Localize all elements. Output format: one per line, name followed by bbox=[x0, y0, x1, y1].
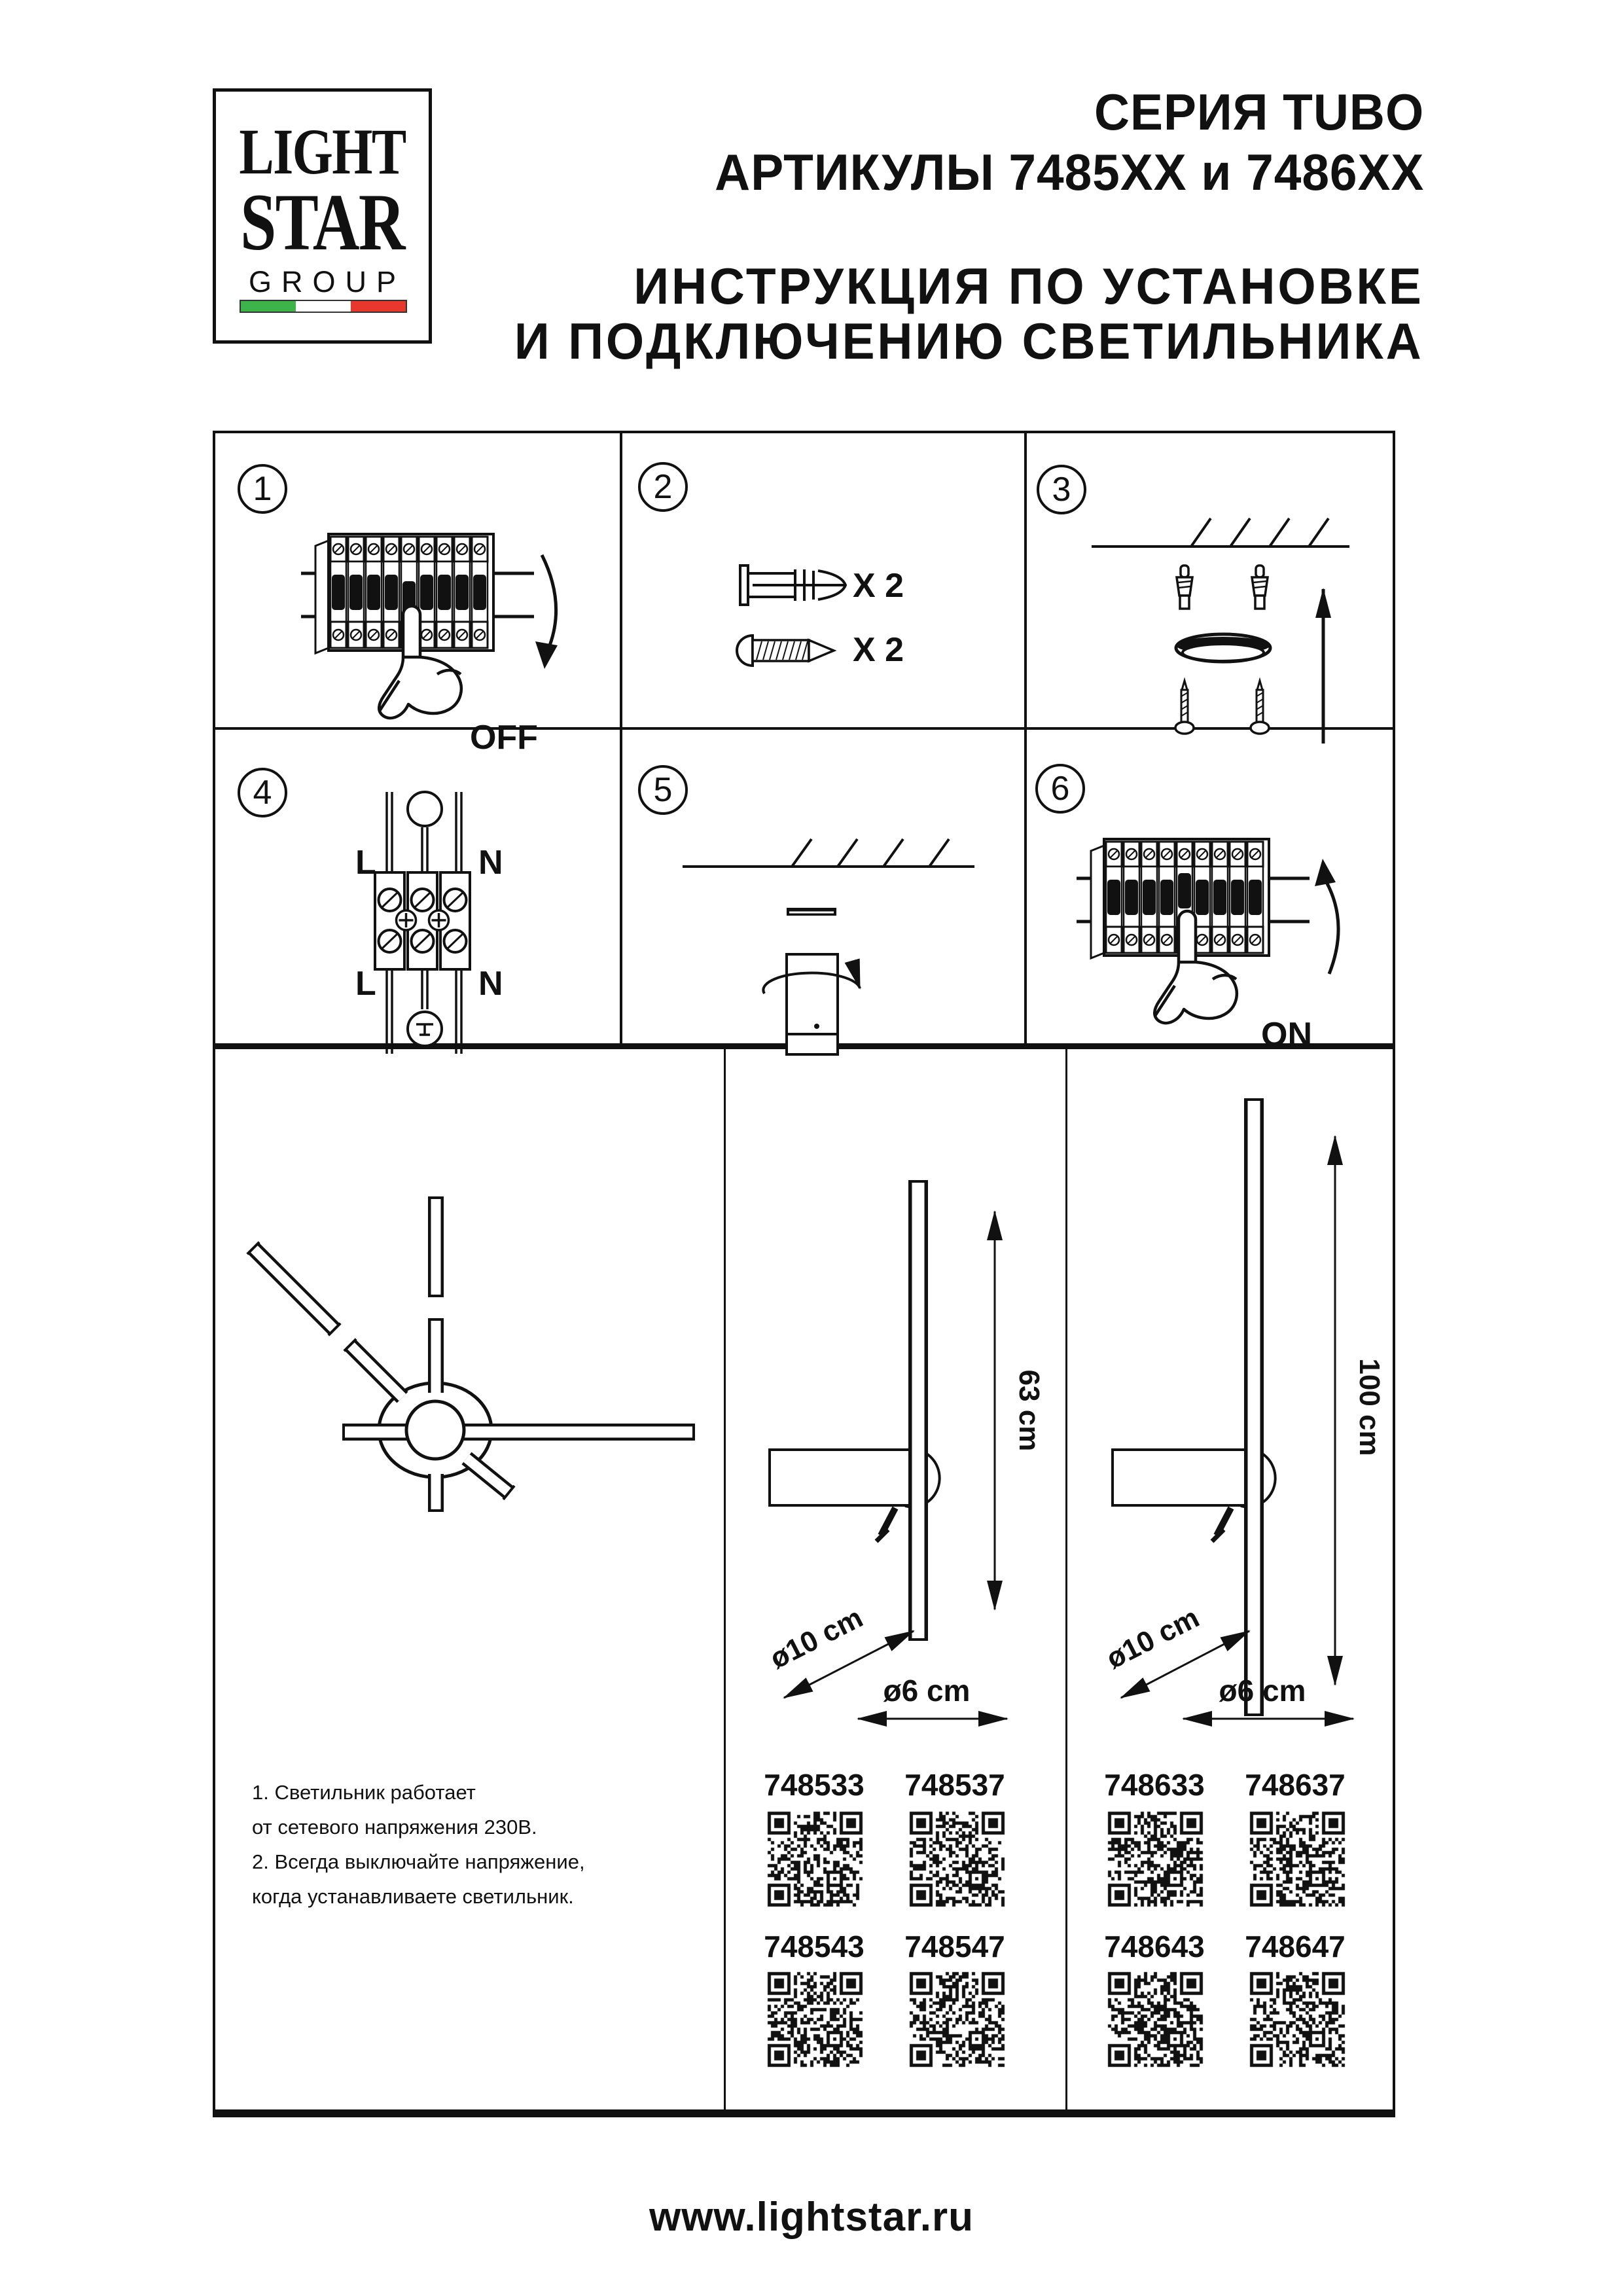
terminal-label-l-bottom: L bbox=[355, 965, 376, 1003]
note-line: 2. Всегда выключайте напряжение, bbox=[252, 1850, 585, 1873]
product-code: 748537 bbox=[904, 1768, 1005, 1802]
height-dimension bbox=[995, 1211, 1045, 1609]
product-code: 748533 bbox=[764, 1768, 865, 1802]
terminal-label-n-top: N bbox=[478, 844, 503, 882]
wire-junction-ball bbox=[408, 792, 442, 826]
step-6-badge bbox=[1035, 764, 1085, 814]
step-3-ceiling-drawing bbox=[1073, 517, 1387, 766]
tube-diameter-label: ø6 cm bbox=[1219, 1674, 1306, 1708]
mount-cylinder bbox=[770, 1450, 915, 1505]
product-code: 748543 bbox=[764, 1929, 865, 1964]
step-3-badge bbox=[1037, 465, 1086, 514]
lamp-hub bbox=[406, 1401, 464, 1459]
mount-cylinder bbox=[1113, 1450, 1251, 1505]
off-label: OFF bbox=[470, 719, 538, 757]
qr-code bbox=[1247, 1808, 1349, 1910]
series-title: СЕРИЯ TUBO bbox=[1094, 83, 1424, 141]
height-label: 100 cm bbox=[1353, 1358, 1385, 1456]
flag-green bbox=[241, 301, 296, 312]
terminal-label-n-bottom: N bbox=[478, 965, 503, 1003]
logo-word-star: STAR bbox=[240, 177, 404, 267]
ceiling-lamp-top-view-drawing bbox=[213, 1050, 723, 1783]
step-6-number: 6 bbox=[1050, 770, 1070, 808]
step-6-breaker-on-drawing bbox=[1077, 822, 1351, 1064]
step-2-badge bbox=[638, 462, 688, 512]
qr-code bbox=[1105, 1808, 1207, 1910]
height-label: 63 cm bbox=[1013, 1369, 1045, 1452]
note-line: когда устанавливаете светильник. bbox=[252, 1885, 574, 1908]
bottom-border-thick bbox=[213, 2109, 1395, 2116]
step-2-parts-drawing bbox=[713, 537, 988, 681]
wall-lamp-63cm-drawing bbox=[724, 1050, 1065, 1796]
set-screw-icon bbox=[1212, 1508, 1231, 1541]
mounting-screws-icon bbox=[1175, 681, 1269, 734]
step-4-wiring-drawing bbox=[301, 772, 576, 1060]
logo-word-group: GROUP bbox=[248, 265, 406, 298]
set-screw-icon bbox=[876, 1508, 895, 1541]
instruction-title-line2: И ПОДКЛЮЧЕНИЮ СВЕТИЛЬНИКА bbox=[514, 312, 1424, 370]
height-dimension bbox=[1335, 1136, 1385, 1685]
mounting-plate-icon bbox=[787, 908, 836, 916]
anchor-in-ceiling-icon bbox=[1177, 565, 1268, 609]
step-5-number: 5 bbox=[653, 771, 673, 809]
step-4-badge bbox=[238, 768, 287, 817]
qr-code bbox=[764, 1808, 866, 1910]
lightstar-logo bbox=[213, 88, 432, 344]
arrow-up-icon bbox=[1315, 859, 1338, 974]
on-label: ON bbox=[1261, 1016, 1312, 1054]
note-line: от сетевого напряжения 230В. bbox=[252, 1816, 537, 1839]
ceiling-hatch bbox=[1191, 518, 1329, 547]
step-1-badge bbox=[238, 464, 287, 514]
step-1-breaker-off-drawing bbox=[301, 517, 576, 759]
terminal-label-l-top: L bbox=[355, 844, 376, 882]
arrow-down-icon bbox=[535, 555, 558, 669]
tube-diameter-label: ø6 cm bbox=[883, 1674, 971, 1708]
product-code: 748647 bbox=[1245, 1929, 1346, 1964]
italian-flag-bar bbox=[240, 300, 407, 313]
qr-code bbox=[1247, 1969, 1349, 2071]
step-5-canopy-drawing bbox=[668, 838, 995, 1073]
product-code: 748637 bbox=[1245, 1768, 1346, 1802]
product-code: 748547 bbox=[904, 1929, 1005, 1964]
step-1-number: 1 bbox=[253, 470, 272, 508]
col-divider-2 bbox=[1024, 431, 1027, 1046]
step-4-number: 4 bbox=[253, 774, 272, 812]
step-5-badge bbox=[638, 765, 688, 815]
mount-diameter-label: ø10 cm bbox=[1101, 1601, 1205, 1676]
tube-diameter-dimension bbox=[1183, 1674, 1353, 1719]
canopy-cylinder-icon bbox=[787, 954, 838, 1054]
qr-code bbox=[1105, 1969, 1207, 2071]
flag-red bbox=[351, 301, 406, 312]
qr-code bbox=[906, 1969, 1008, 2071]
terminal-blocks bbox=[375, 872, 470, 969]
flag-white bbox=[296, 301, 351, 312]
ceiling-hatch bbox=[792, 839, 949, 867]
articles-title: АРТИКУЛЫ 7485ХХ и 7486ХХ bbox=[714, 143, 1424, 201]
qr-code bbox=[764, 1969, 866, 2071]
qr-code bbox=[906, 1808, 1008, 1910]
note-line: 1. Светильник работает bbox=[252, 1781, 476, 1804]
step-3-number: 3 bbox=[1052, 471, 1071, 509]
product-code: 748643 bbox=[1104, 1929, 1205, 1964]
instruction-title-line1: ИНСТРУКЦИЯ ПО УСТАНОВКЕ bbox=[633, 257, 1424, 315]
product-code: 748633 bbox=[1104, 1768, 1205, 1802]
logo-word-light: LIGHT bbox=[239, 115, 406, 188]
col-divider-1 bbox=[620, 431, 622, 1046]
tube-diameter-dimension bbox=[858, 1674, 1007, 1719]
canopy-disc-icon bbox=[1176, 634, 1270, 662]
wall-lamp-100cm-drawing bbox=[1065, 1050, 1395, 1796]
anchor-qty-label: X 2 bbox=[853, 567, 904, 605]
website-url: www.lightstar.ru bbox=[649, 2195, 974, 2240]
screw-qty-label: X 2 bbox=[853, 631, 904, 669]
step-2-number: 2 bbox=[653, 468, 673, 506]
safety-notes bbox=[252, 1775, 585, 1914]
wall-anchor-icon bbox=[740, 565, 846, 605]
screw-icon bbox=[737, 636, 834, 666]
mount-diameter-label: ø10 cm bbox=[764, 1601, 868, 1676]
